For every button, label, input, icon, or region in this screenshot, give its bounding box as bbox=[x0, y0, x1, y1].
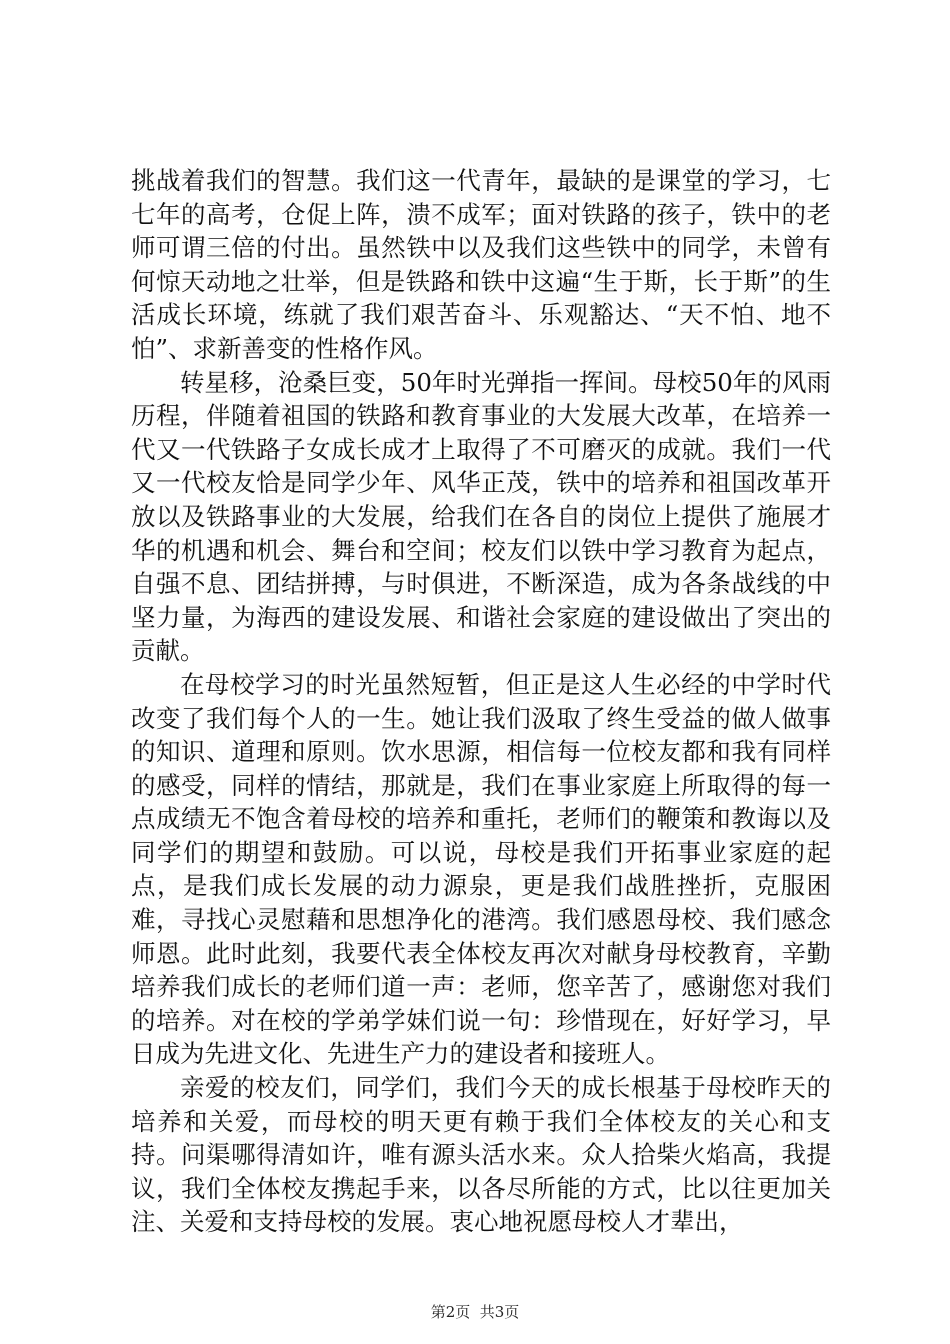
paragraph-2: 转星移，沧桑巨变，50年时光弹指一挥间。母校50年的风雨历程，伴随着祖国的铁路和教育事业的大发展大改革，在培养一代又一代铁路子女成长成才上取得了不可磨灭的成就。我们一代又一代校友恰是同学少年、风华正茂，铁中的培养和祖国改革开放以及铁路事业的大发展，给我们在各自的岗位上提供了施展才华的机遇和机会、舞台和空间；校友们以铁中学习教育为起点，自强不息、团结拼搏，与时俱进，不断深造，成为各条战线的中坚力量，为海西的建设发展、和谐社会家庭的建设做出了突出的贡献。 bbox=[131, 367, 831, 666]
paragraph-4: 亲爱的校友们，同学们，我们今天的成长根基于母校昨天的培养和关爱，而母校的明天更有赖于我们全体校友的关心和支持。问渠哪得清如许，唯有源头活水来。众人拾柴火焰高，我提议，我们全体校友携起手来，以各尽所能的方式，比以往更加关注、关爱和支持母校的发展。衷心地祝愿母校人才辈出， bbox=[131, 1073, 831, 1237]
page-footer bbox=[0, 1302, 950, 1322]
paragraph-3: 在母校学习的时光虽然短暂，但正是这人生必经的中学时代改变了我们每个人的一生。她让我们汲取了终生受益的做人做事的知识、道理和原则。饮水思源，相信每一位校友都和我有同样的感受，同样的情结，那就是，我们在事业家庭上所取得的每一点成绩无不饱含着母校的培养和重托，老师们的鞭策和教诲以及同学们的期望和鼓励。可以说，母校是我们开拓事业家庭的起点，是我们成长发展的动力源泉，更是我们战胜挫折，克服困难，寻找心灵慰藉和思想净化的港湾。我们感恩母校、我们感念师恩。此时此刻，我要代表全体校友再次对献身母校教育，辛勤培养我们成长的老师们道一声：老师，您辛苦了，感谢您对我们的培养。对在校的学弟学妹们说一句：珍惜现在，好好学习，早日成为先进文化、先进生产力的建设者和接班人。 bbox=[131, 669, 831, 1069]
paragraph-1: 挑战着我们的智慧。我们这一代青年，最缺的是课堂的学习，七七年的高考，仓促上阵，溃不成军；面对铁路的孩子，铁中的老师可谓三倍的付出。虽然铁中以及我们这些铁中的同学，未曾有何惊天动地之壮举，但是铁路和铁中这遍“生于斯，长于斯”的生活成长环境，练就了我们艰苦奋斗、乐观豁达、“天不怕、地不怕”、求新善变的性格作风。 bbox=[131, 166, 831, 363]
document-body bbox=[131, 164, 831, 1239]
page-number-label: 第2页 共3页 bbox=[430, 1303, 520, 1321]
